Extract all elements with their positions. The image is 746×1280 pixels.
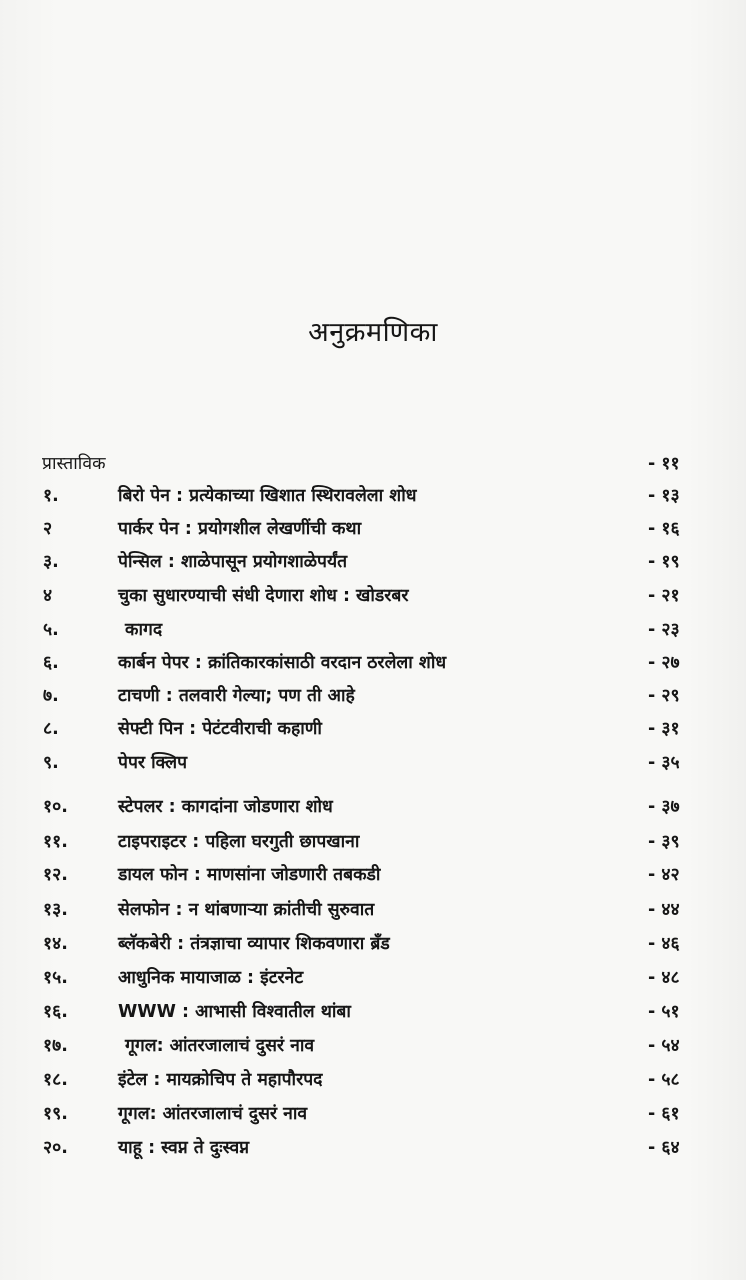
toc-label: पेपर क्लिप [118,753,188,773]
toc-label: आधुनिक मायाजाळ : इंटरनेट [118,968,304,988]
toc-number: ४ [43,586,53,606]
toc-number: १९. [43,1104,68,1124]
toc-label: कागद [125,620,163,640]
toc-page-number: - ५४ [648,1036,680,1056]
toc-label: गूगल: आंतरजालाचं दुसरं नाव [118,1104,308,1124]
toc-page-number: - १६ [648,519,680,539]
toc-label: टाचणी : तलवारी गेल्या; पण ती आहे [118,686,355,706]
toc-label: पार्कर पेन : प्रयोगशील लेखणींची कथा [118,519,362,539]
toc-label: याहू : स्वप्न ते दुःस्वप्न [118,1138,250,1158]
toc-number: ८. [43,719,59,739]
toc-page-number: - २१ [648,586,680,606]
toc-page-number: - ५१ [648,1002,680,1022]
toc-label: पेन्सिल : शाळेपासून प्रयोगशाळेपर्यंत [118,552,348,572]
toc-page-number: - ४६ [648,934,680,954]
toc-number: १. [43,486,59,506]
toc-number: ७. [43,686,59,706]
toc-label: चुका सुधारण्याची संधी देणारा शोध : खोडरबर [118,586,409,606]
toc-label: सेलफोन : न थांबणाऱ्या क्रांतीची सुरुवात [118,900,375,920]
toc-number: १५. [43,968,68,988]
toc-label: WWW : आभासी विश्वातील थांबा [118,1002,351,1022]
toc-number: १७. [43,1036,68,1056]
toc-number: ९. [43,753,59,773]
toc-number: २०. [43,1138,68,1158]
toc-page-number: - ६४ [648,1138,680,1158]
toc-number: ६. [43,653,59,673]
toc-number: १०. [43,797,68,817]
toc-page-number: - ३५ [648,753,680,773]
toc-page-number: - ५८ [648,1070,680,1090]
toc-label: सेफ्टी पिन : पेटंटवीराची कहाणी [118,719,322,739]
toc-number: १२. [43,865,68,885]
toc-page-number: - ३७ [648,797,680,817]
toc-page-number: - २९ [648,686,680,706]
toc-label: इंटेल : मायक्रोचिप ते महापौरपद [118,1070,323,1090]
toc-number: ५. [43,620,59,640]
toc-label: गूगल: आंतरजालाचं दुसरं नाव [125,1036,315,1056]
toc-number: १८. [43,1070,68,1090]
toc-label: प्रास्ताविक [42,454,106,474]
toc-page-number: - ४८ [648,968,680,988]
toc-number: २ [43,519,53,539]
toc-page-number: - ६१ [648,1104,680,1124]
toc-page-number: - १९ [648,552,680,572]
toc-label: बिरो पेन : प्रत्येकाच्या खिशात स्थिरावलेला शोध [118,486,417,506]
toc-label: स्टेपलर : कागदांना जोडणारा शोध [118,797,333,817]
toc-label: डायल फोन : माणसांना जोडणारी तबकडी [118,865,381,885]
toc-number: ३. [43,552,59,572]
toc-number: १६. [43,1002,68,1022]
toc-page-number: - १३ [648,486,680,506]
toc-label: ब्लॅकबेरी : तंत्रज्ञाचा व्यापार शिकवणारा ब्रँड [118,934,390,954]
toc-page-number: - २७ [648,653,680,673]
toc-number: ११. [43,832,68,852]
toc-number: १३. [43,900,68,920]
toc-label: कार्बन पेपर : क्रांतिकारकांसाठी वरदान ठरलेला शोध [118,653,447,673]
toc-page-number: - ३१ [648,719,680,739]
toc-page-number: - ४२ [648,865,680,885]
toc-label: टाइपराइटर : पहिला घरगुती छापखाना [118,832,360,852]
toc-number: १४. [43,934,68,954]
toc-page-number: - ३९ [648,832,680,852]
toc-page-number: - २३ [648,620,680,640]
toc-page-number: - ४४ [648,900,680,920]
toc-page-number: - ११ [648,454,680,474]
page-title: अनुक्रमणिका [308,317,438,348]
